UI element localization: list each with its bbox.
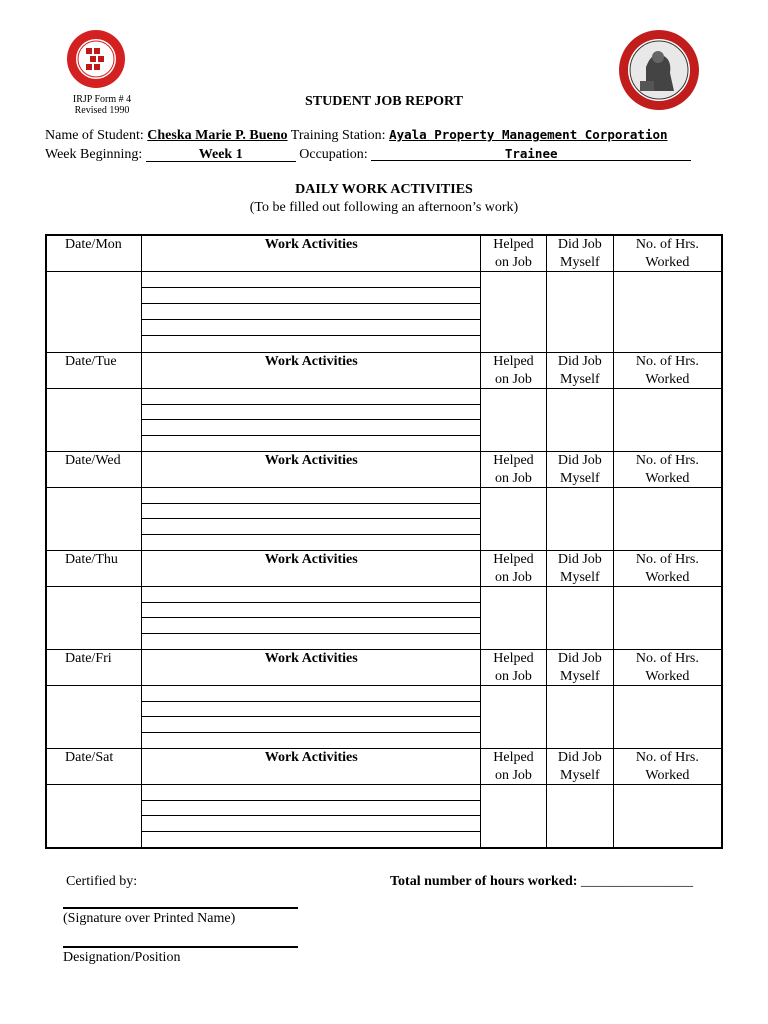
- total-hours-line: [390, 874, 693, 890]
- activity-line[interactable]: [142, 816, 480, 832]
- helped-header-line1: Helped: [493, 552, 534, 567]
- day-entry-row: [46, 272, 722, 353]
- activities-cell: [142, 272, 481, 353]
- did-header-line2: Myself: [560, 371, 600, 387]
- day-entry-row: [46, 389, 722, 452]
- activities-header: Work Activities: [142, 235, 481, 272]
- hours-header-line2: Worked: [645, 470, 690, 486]
- activities-header: Work Activities: [142, 650, 481, 686]
- day-label: Date/Fri: [46, 650, 142, 686]
- certified-label: Certified by:: [66, 874, 138, 889]
- activity-line[interactable]: [142, 587, 480, 603]
- activity-line[interactable]: [142, 519, 480, 535]
- date-cell[interactable]: [46, 389, 142, 452]
- hours-header-line2: Worked: [645, 254, 690, 270]
- hours-header-line1: No. of Hrs.: [635, 552, 699, 567]
- helped-header-line2: on Job: [494, 371, 532, 387]
- activities-header: Work Activities: [142, 551, 481, 587]
- occupation-label: Occupation:: [299, 147, 368, 162]
- activities-cell: [142, 587, 481, 650]
- signature-label: (Signature over Printed Name): [63, 911, 236, 926]
- did-header-line1: Did Job: [557, 237, 602, 252]
- activity-line[interactable]: [142, 272, 480, 288]
- date-cell[interactable]: [46, 587, 142, 650]
- total-hours-label: Total number of hours worked:: [390, 874, 578, 889]
- did-job-cell[interactable]: [546, 488, 613, 551]
- did-header-line1: Did Job: [557, 750, 602, 765]
- activity-line[interactable]: [142, 405, 480, 421]
- did-job-header: [546, 551, 613, 587]
- helped-header: [481, 452, 547, 488]
- did-job-header: [546, 235, 613, 272]
- helped-cell[interactable]: [481, 785, 547, 849]
- activity-line[interactable]: [142, 801, 480, 817]
- day-header-row: [46, 749, 722, 785]
- day-header-row: [46, 452, 722, 488]
- did-job-cell[interactable]: [546, 389, 613, 452]
- helped-header: [481, 353, 547, 389]
- name-label: Name of Student:: [45, 128, 144, 143]
- hours-header: [613, 353, 722, 389]
- helped-header-line2: on Job: [494, 569, 532, 585]
- day-label: Date/Thu: [46, 551, 142, 587]
- hours-header: [613, 650, 722, 686]
- activity-line[interactable]: [142, 618, 480, 634]
- hours-header-line2: Worked: [645, 569, 690, 585]
- activity-line[interactable]: [142, 832, 480, 848]
- helped-cell[interactable]: [481, 488, 547, 551]
- day-label: Date/Tue: [46, 353, 142, 389]
- helped-header-line1: Helped: [493, 651, 534, 666]
- did-job-header: [546, 650, 613, 686]
- occupation-value: Trainee: [371, 146, 691, 161]
- designation-line[interactable]: [63, 946, 298, 948]
- did-header-line2: Myself: [560, 668, 600, 684]
- activity-line[interactable]: [142, 634, 480, 650]
- table-body: [46, 235, 722, 848]
- week-info-line: [45, 146, 691, 163]
- hours-header-line2: Worked: [645, 668, 690, 684]
- did-job-header: [546, 749, 613, 785]
- hours-header: [613, 452, 722, 488]
- helped-cell[interactable]: [481, 686, 547, 749]
- activity-line[interactable]: [142, 785, 480, 801]
- hours-header: [613, 749, 722, 785]
- did-header-line1: Did Job: [557, 552, 602, 567]
- day-label: Date/Wed: [46, 452, 142, 488]
- form-number-text: IRJP Form # 4: [72, 94, 132, 105]
- activity-line[interactable]: [142, 389, 480, 405]
- day-entry-row: [46, 785, 722, 849]
- activities-cell: [142, 488, 481, 551]
- week-label: Week Beginning:: [45, 147, 143, 162]
- helped-header-line2: on Job: [494, 470, 532, 486]
- helped-header: [481, 650, 547, 686]
- student-name-value: Cheska Marie P. Bueno: [147, 128, 288, 143]
- hours-cell[interactable]: [613, 587, 722, 650]
- activity-line[interactable]: [142, 420, 480, 436]
- designation-label: Designation/Position: [63, 950, 181, 965]
- did-header-line1: Did Job: [557, 354, 602, 369]
- activities-cell: [142, 389, 481, 452]
- university-seal-logo: [66, 29, 126, 89]
- did-job-header: [546, 353, 613, 389]
- day-header-row: [46, 353, 722, 389]
- hours-header: [613, 551, 722, 587]
- did-header-line1: Did Job: [557, 651, 602, 666]
- activity-line[interactable]: [142, 702, 480, 718]
- activity-line[interactable]: [142, 535, 480, 551]
- helped-cell[interactable]: [481, 587, 547, 650]
- activity-line[interactable]: [142, 336, 480, 352]
- activity-line[interactable]: [142, 603, 480, 619]
- hours-header-line2: Worked: [645, 767, 690, 783]
- day-header-row: [46, 235, 722, 272]
- activities-cell: [142, 686, 481, 749]
- activities-header: Work Activities: [142, 749, 481, 785]
- helped-header-line2: on Job: [494, 254, 532, 270]
- did-header-line1: Did Job: [557, 453, 602, 468]
- helped-header-line1: Helped: [493, 237, 534, 252]
- helped-header: [481, 749, 547, 785]
- helped-header: [481, 235, 547, 272]
- did-header-line2: Myself: [560, 254, 600, 270]
- activities-header: Work Activities: [142, 353, 481, 389]
- helped-cell[interactable]: [481, 272, 547, 353]
- hours-header-line1: No. of Hrs.: [635, 237, 699, 252]
- activity-line[interactable]: [142, 320, 480, 336]
- hours-cell[interactable]: [613, 488, 722, 551]
- activity-line[interactable]: [142, 488, 480, 504]
- section-title: DAILY WORK ACTIVITIES: [295, 182, 473, 197]
- signature-line[interactable]: [63, 907, 298, 909]
- hours-cell[interactable]: [613, 389, 722, 452]
- helped-header-line2: on Job: [494, 767, 532, 783]
- hours-header-line1: No. of Hrs.: [635, 750, 699, 765]
- page-title: STUDENT JOB REPORT: [305, 94, 463, 109]
- training-station-value: Ayala Property Management Corporation: [389, 127, 668, 142]
- date-cell[interactable]: [46, 272, 142, 353]
- did-header-line2: Myself: [560, 470, 600, 486]
- hours-cell[interactable]: [613, 686, 722, 749]
- hours-cell[interactable]: [613, 785, 722, 849]
- hours-header: [613, 235, 722, 272]
- helped-header-line1: Helped: [493, 354, 534, 369]
- did-header-line2: Myself: [560, 767, 600, 783]
- activity-line[interactable]: [142, 288, 480, 304]
- week-value: Week 1: [146, 147, 296, 162]
- revised-text: Revised 1990: [74, 105, 130, 116]
- activities-header: Work Activities: [142, 452, 481, 488]
- station-label: Training Station:: [290, 128, 386, 143]
- helped-header-line1: Helped: [493, 750, 534, 765]
- date-cell[interactable]: [46, 686, 142, 749]
- day-label: Date/Sat: [46, 749, 142, 785]
- day-entry-row: [46, 686, 722, 749]
- helped-header-line1: Helped: [493, 453, 534, 468]
- day-header-row: [46, 650, 722, 686]
- activity-line[interactable]: [142, 733, 480, 749]
- activity-line[interactable]: [142, 686, 480, 702]
- date-cell[interactable]: [46, 785, 142, 849]
- student-info-line: [45, 127, 668, 144]
- activity-line[interactable]: [142, 436, 480, 452]
- hours-header-line1: No. of Hrs.: [635, 651, 699, 666]
- did-job-cell[interactable]: [546, 785, 613, 849]
- helped-header: [481, 551, 547, 587]
- total-hours-blank: ________________: [580, 874, 693, 889]
- day-entry-row: [46, 587, 722, 650]
- did-job-cell[interactable]: [546, 686, 613, 749]
- hours-header-line1: No. of Hrs.: [635, 453, 699, 468]
- activity-line[interactable]: [142, 717, 480, 733]
- hours-header-line1: No. of Hrs.: [635, 354, 699, 369]
- activity-line[interactable]: [142, 504, 480, 520]
- section-subtitle: (To be filled out following an afternoon’s work): [249, 200, 519, 215]
- did-job-cell[interactable]: [546, 587, 613, 650]
- hours-cell[interactable]: [613, 272, 722, 353]
- did-job-cell[interactable]: [546, 272, 613, 353]
- hours-header-line2: Worked: [645, 371, 690, 387]
- date-cell[interactable]: [46, 488, 142, 551]
- did-job-header: [546, 452, 613, 488]
- activities-cell: [142, 785, 481, 849]
- helped-header-line2: on Job: [494, 668, 532, 684]
- activity-line[interactable]: [142, 304, 480, 320]
- day-label: Date/Mon: [46, 235, 142, 272]
- day-entry-row: [46, 488, 722, 551]
- daily-activities-table: [45, 234, 723, 849]
- did-header-line2: Myself: [560, 569, 600, 585]
- helped-cell[interactable]: [481, 389, 547, 452]
- day-header-row: [46, 551, 722, 587]
